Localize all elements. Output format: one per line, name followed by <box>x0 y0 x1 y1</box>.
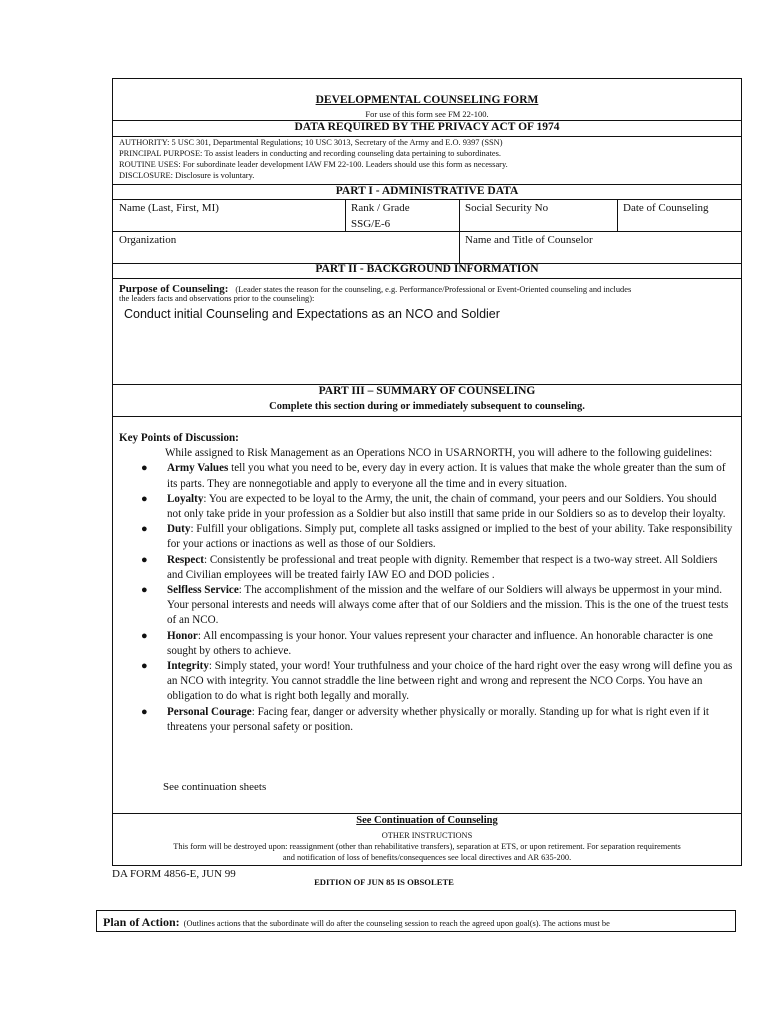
privacy-routine-uses: ROUTINE USES: For subordinate leader development IAW FM 22-100. Leaders should use this form as necessary. <box>119 160 508 169</box>
purpose-value: Conduct initial Counseling and Expectations as an NCO and Soldier <box>124 307 500 321</box>
list-item: ● Duty: Fulfill your obligations. Simply put, complete all tasks assigned or implied to the best of your ability. Take responsibility for your actions or inactions as well as those of our Soldiers. <box>141 523 733 551</box>
list-item: ● Personal Courage: Facing fear, danger or adversity whether physically or morally. Standing up for what is right even if it threatens your personal safety or position. <box>141 705 709 733</box>
name-label: Name (Last, First, MI) <box>119 202 219 214</box>
plan-of-action-text: (Outlines actions that the subordinate will do after the counseling session to reach the agreed upon goal(s). The actions must be <box>183 919 610 928</box>
see-continuation-sheets: See continuation sheets <box>163 781 267 793</box>
rank-value: SSG/E-6 <box>351 218 391 230</box>
list-item: ● Honor: All encompassing is your honor. Your values represent your character and influence. An honorable character is one sought by others to achieve. <box>141 629 713 657</box>
date-label: Date of Counseling <box>623 202 709 214</box>
part2-header: PART II - BACKGROUND INFORMATION <box>315 263 539 275</box>
list-item: ● Loyalty: You are expected to be loyal to the Army, the unit, the chain of command, your peers and our Soldiers. You should not only take pride in your profession as a Soldier but also instill that same pride in our Soldiers so as to develop their loyalty. <box>141 492 726 521</box>
destroy-line-2: and notification of loss of benefits/consequences see local directives and AR 635-200. <box>282 853 572 862</box>
continuation-label: See Continuation of Counseling <box>356 815 498 826</box>
list-item: ● Respect: Consistently be professional and treat people with dignity. Remember that respect is a two-way street. All Soldiers and Civilian employees will be treated fairly IAW EO and DOD policies . <box>141 553 718 581</box>
plan-of-action-box <box>96 910 736 932</box>
values-list <box>141 461 733 735</box>
form-title: DEVELOPMENTAL COUNSELING FORM <box>315 94 539 106</box>
part3-subheader: Complete this section during or immediately subsequent to counseling. <box>269 401 585 412</box>
ssn-label: Social Security No <box>465 202 549 214</box>
plan-of-action-label: Plan of Action: <box>103 915 180 929</box>
list-item: ● Selfless Service: The accomplishment of the mission and the welfare of our Soldiers will always be uppermost in your mind. Your personal interests and needs will always come after that of our Soldiers and the mission. This is the one of the truest tests of an NCO. <box>141 584 729 627</box>
privacy-authority: AUTHORITY: 5 USC 301, Departmental Regulations; 10 USC 3013, Secretary of the Army and E.O. 9397 (SSN) <box>119 138 503 147</box>
privacy-block <box>113 137 741 181</box>
key-points-label: Key Points of Discussion: <box>119 432 239 444</box>
form-id: DA FORM 4856-E, JUN 99 <box>112 868 236 880</box>
counselor-label: Name and Title of Counselor <box>465 234 593 246</box>
organization-label: Organization <box>119 234 177 246</box>
purpose-desc-2: the leaders facts and observations prior to the counseling): <box>119 294 315 303</box>
part3-header: PART III – SUMMARY OF COUNSELING <box>318 385 536 397</box>
other-instructions: OTHER INSTRUCTIONS <box>381 831 473 840</box>
purpose-label: Purpose of Counseling: <box>119 283 229 295</box>
counseling-form <box>112 78 742 866</box>
list-item: ● Army Values tell you what you need to be, every day in every action. It is values that make the whole greater than the sum of its parts. They are nonnegotiable and apply to everyone all the time and in every situation. <box>141 462 726 490</box>
discussion-intro: While assigned to Risk Management as an Operations NCO in USARNORTH, you will adhere to the following guidelines: <box>165 447 713 460</box>
discussion-block <box>113 431 741 735</box>
form-subtitle: For use of this form see FM 22-100. <box>365 109 489 119</box>
purpose-desc-1: (Leader states the reason for the counseling, e.g. Performance/Professional or Event-Oriented counseling and includes <box>235 285 632 294</box>
rank-label: Rank / Grade <box>351 202 410 214</box>
privacy-purpose: PRINCIPAL PURPOSE: To assist leaders in conducting and recording counseling data pertaining to subordinates. <box>119 149 501 158</box>
destroy-line-1: This form will be destroyed upon: reassignment (other than rehabilitative transfers), separation at ETS, or upon retirement. For separation requirements <box>173 842 681 851</box>
privacy-disclosure: DISCLOSURE: Disclosure is voluntary. <box>119 171 255 180</box>
edition-notice: EDITION OF JUN 85 IS OBSOLETE <box>314 877 454 887</box>
part1-header: PART I - ADMINISTRATIVE DATA <box>335 185 519 197</box>
privacy-header: DATA REQUIRED BY THE PRIVACY ACT OF 1974 <box>294 121 560 133</box>
list-item: ● Integrity: Simply stated, your word! Your truthfulness and your choice of the hard right over the easy wrong will define you as an NCO with integrity. You cannot straddle the line between right and wrong and represent the NCO Corps. You have an obligation to do what is right both legally and morally. <box>141 660 733 703</box>
